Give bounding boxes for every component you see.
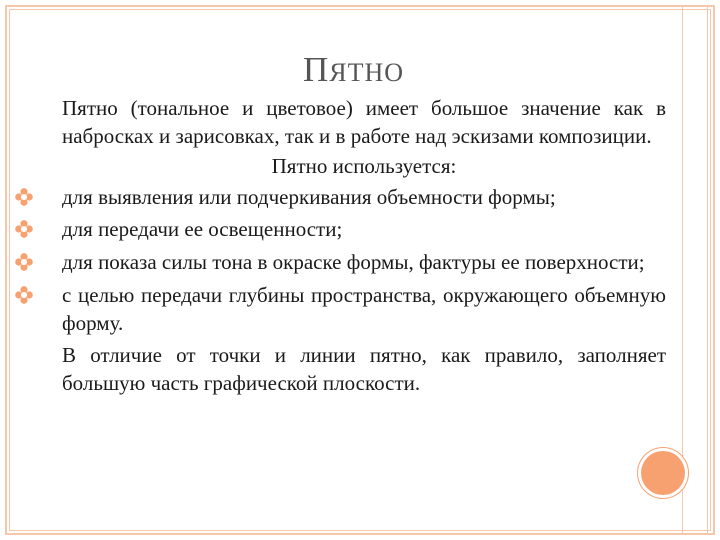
slide-title (303, 50, 404, 93)
slide-title-rest: ЯТНО (329, 58, 405, 87)
slide-title-initial: П (303, 50, 330, 89)
closing-paragraph: В отличие от точки и линии пятно, как правило, заполняет большую часть графической плоскости. (62, 343, 666, 395)
bullet-list (62, 183, 666, 337)
flower-bullet-icon (15, 220, 33, 238)
bullet-item (62, 183, 666, 211)
bullet-text: с целью передачи глубины пространства, окружающего объемную форму. (62, 283, 666, 335)
slide-side-band (682, 7, 708, 533)
slide-body (62, 94, 666, 397)
flower-bullet-icon (15, 286, 33, 304)
bullet-item (62, 248, 666, 276)
flower-bullet-icon (15, 253, 33, 271)
flower-bullet-icon (15, 188, 33, 206)
bullet-item (62, 215, 666, 243)
bullet-item (62, 281, 666, 337)
bullet-text: для показа силы тона в окраске формы, фактуры ее поверхности; (62, 250, 645, 274)
bullet-text: для выявления или подчеркивания объемности формы; (62, 185, 556, 209)
decorative-circle (641, 451, 685, 495)
bullet-text: для передачи ее освещенности; (62, 217, 343, 241)
intro-paragraph: Пятно (тональное и цветовое) имеет большое значение как в набросках и зарисовках, так и в работе над эскизами композиции. (62, 96, 666, 148)
subheading: Пятно используется: (271, 154, 457, 178)
